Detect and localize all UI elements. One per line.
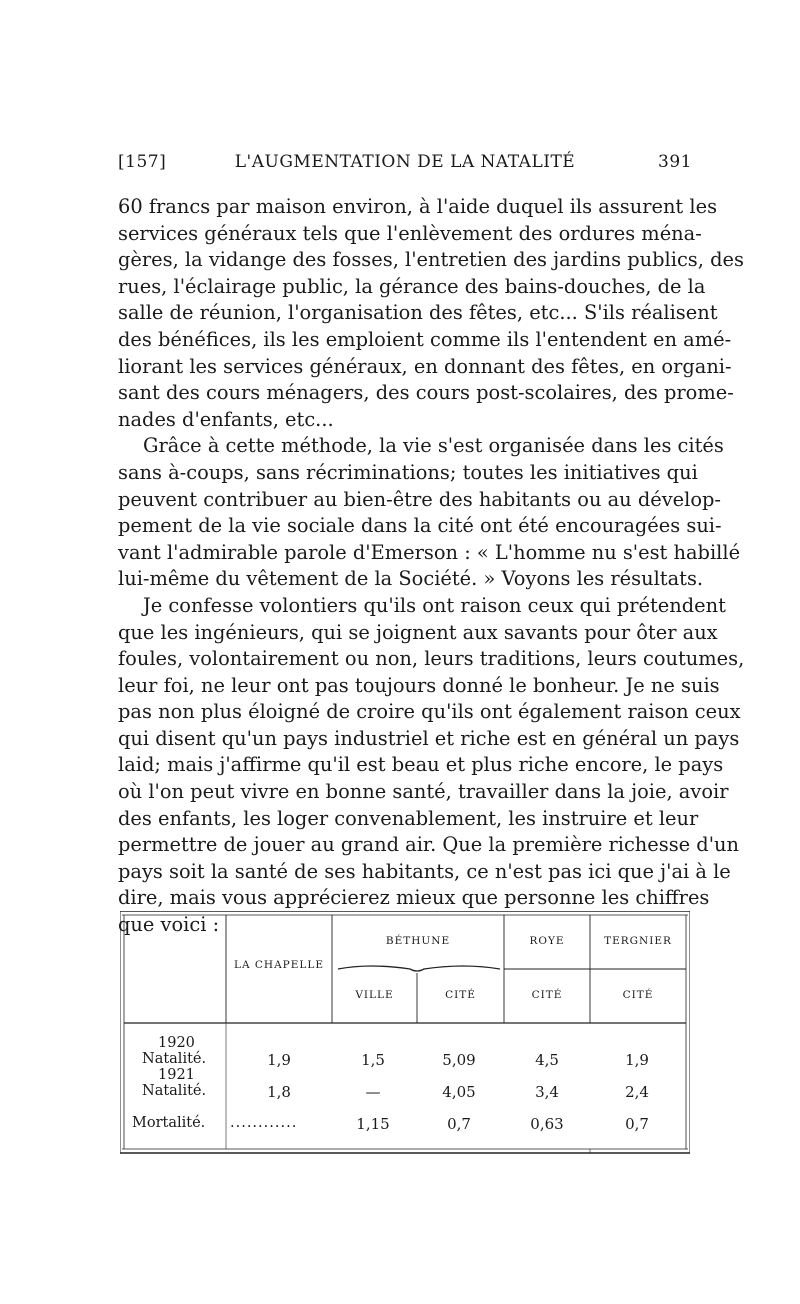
cell-value: 4,5 xyxy=(535,1051,559,1069)
text-line: Grâce à cette méthode, la vie s'est organisée dans les cités xyxy=(143,434,724,458)
text-line: où l'on peut vivre en bonne santé, travailler dans la joie, avoir xyxy=(118,780,729,804)
text-line: des enfants, les loger convenablement, les instruire et leur xyxy=(118,806,699,830)
header-bethune: BÉTHUNE xyxy=(385,935,451,947)
page-title: L'AUGMENTATION DE LA NATALITÉ xyxy=(234,152,576,172)
cell-value: 4,05 xyxy=(442,1083,476,1101)
header-tergnier-cite: CITÉ xyxy=(622,989,654,1001)
statistics-table xyxy=(120,911,690,1156)
cell-value: 1,9 xyxy=(625,1051,649,1069)
header-tergnier: TERGNIER xyxy=(604,935,672,947)
text-line: services généraux tels que l'enlèvement des ordures ména- xyxy=(118,221,702,245)
row-label: Natalité. xyxy=(142,1083,207,1099)
cell-value: 1,15 xyxy=(356,1115,390,1133)
text-line: gères, la vidange des fosses, l'entretien des jardins publics, des xyxy=(118,248,744,272)
text-line: des bénéfices, ils les emploient comme ils l'entendent en amé- xyxy=(118,327,732,351)
text-line: nades d'enfants, etc... xyxy=(118,407,334,431)
header-roye-cite: CITÉ xyxy=(531,989,563,1001)
header-bethune-cite: CITÉ xyxy=(445,989,476,1001)
text-line: pas non plus éloigné de croire qu'ils ont également raison ceux xyxy=(118,700,741,724)
text-line: peuvent contribuer au bien-être des habitants ou au dévelop- xyxy=(118,487,721,511)
text-line: salle de réunion, l'organisation des fêtes, etc... S'ils réalisent xyxy=(118,301,718,325)
header-la-chapelle: LA CHAPELLE xyxy=(233,959,324,971)
row-label: Mortalité. xyxy=(132,1115,206,1131)
header-roye: ROYE xyxy=(529,935,565,947)
cell-value: 1,5 xyxy=(361,1051,385,1069)
text-line: laid; mais j'affirme qu'il est beau et plus riche encore, le pays xyxy=(118,753,724,777)
text-line: rues, l'éclairage public, la gérance des bains-douches, de la xyxy=(118,274,706,298)
text-line: lui-même du vêtement de la Société. » Voyons les résultats. xyxy=(118,567,704,591)
text-line: sans à-coups, sans récriminations; toutes les initiatives qui xyxy=(118,460,698,484)
running-header xyxy=(118,152,692,176)
text-line: vant l'admirable parole d'Emerson : « L'homme nu s'est habillé xyxy=(118,540,741,564)
text-line: foules, volontairement ou non, leurs traditions, leurs coutumes, xyxy=(118,647,745,671)
text-line: leur foi, ne leur ont pas toujours donné le bonheur. Je ne suis xyxy=(118,673,720,697)
text-line: que les ingénieurs, qui se joignent aux savants pour ôter aux xyxy=(118,620,718,644)
cell-value: 2,4 xyxy=(625,1083,649,1101)
row-leader: ............ xyxy=(230,1115,298,1131)
cell-value: — xyxy=(365,1083,381,1101)
cell-value: 5,09 xyxy=(442,1051,476,1069)
text-line: que voici : xyxy=(118,913,220,937)
cell-value: 1,8 xyxy=(267,1083,291,1101)
text-line: Je confesse volontiers qu'ils ont raison ceux qui prétendent xyxy=(143,593,726,617)
header-bethune-ville: VILLE xyxy=(355,989,394,1001)
text-line: qui disent qu'un pays industriel et riche est en général un pays xyxy=(118,726,740,750)
text-line: 60 francs par maison environ, à l'aide duquel ils assurent les xyxy=(118,195,718,218)
page-number: 391 xyxy=(658,152,692,172)
cell-value: 3,4 xyxy=(535,1083,559,1101)
text-line: liorant les services généraux, en donnant des fêtes, en organi- xyxy=(118,354,732,378)
text-line: sant des cours ménagers, des cours post-scolaires, des prome- xyxy=(118,381,734,405)
text-line: permettre de jouer au grand air. Que la première richesse d'un xyxy=(118,833,740,857)
row-year: 1921 xyxy=(158,1067,195,1083)
text-line: pement de la vie sociale dans la cité ont été encouragées sui- xyxy=(118,514,722,538)
row-year: 1920 xyxy=(158,1035,195,1051)
cell-value: 0,7 xyxy=(625,1115,649,1133)
row-label: Natalité. xyxy=(142,1051,207,1067)
text-line: pays soit la santé de ses habitants, ce n'est pas ici que j'ai à le xyxy=(118,859,731,883)
body-text xyxy=(118,194,745,939)
text-line: dire, mais vous apprécierez mieux que personne les chiffres xyxy=(118,886,710,910)
cell-value: 0,7 xyxy=(447,1115,471,1133)
cell-value: 1,9 xyxy=(267,1051,291,1069)
section-number: [157] xyxy=(118,152,167,172)
cell-value: 0,63 xyxy=(530,1115,564,1133)
